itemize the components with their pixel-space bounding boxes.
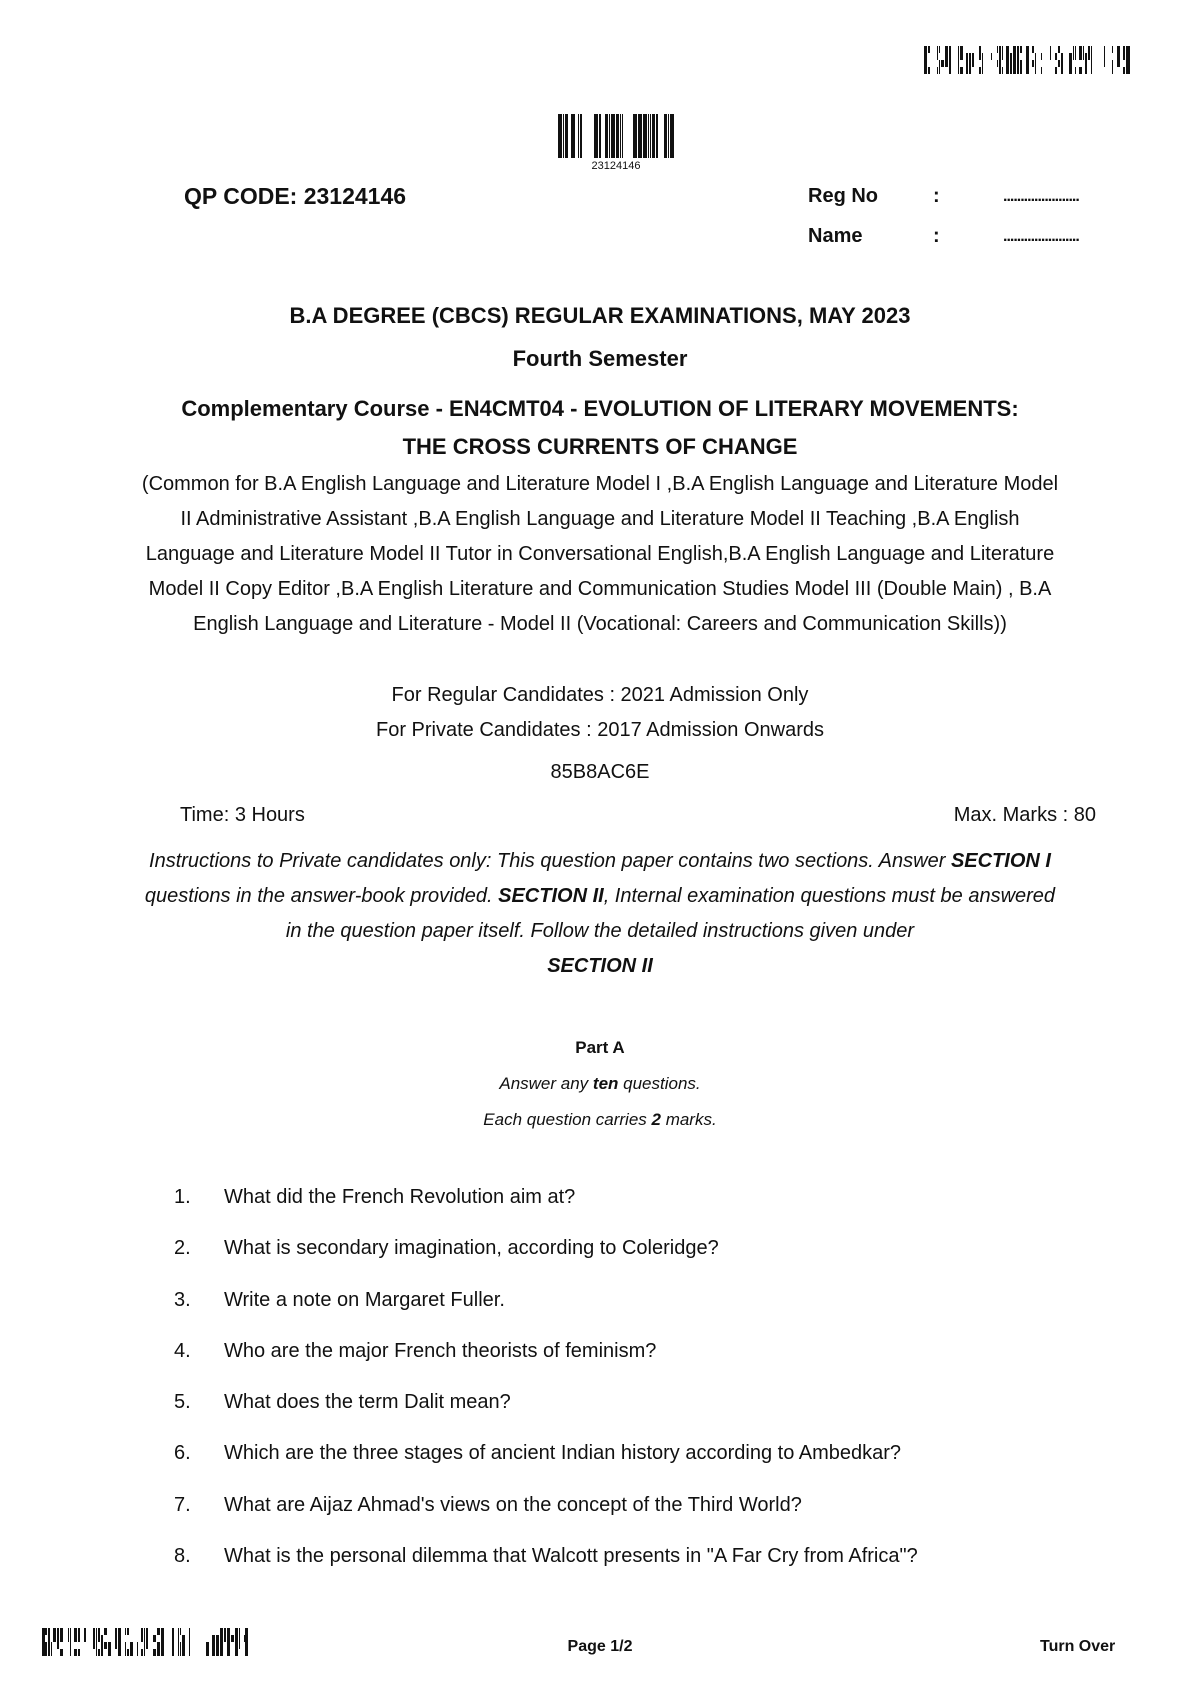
exam-title: B.A DEGREE (CBCS) REGULAR EXAMINATIONS, MAY 2023 (289, 303, 911, 328)
question-text: What does the term Dalit mean? (224, 1391, 511, 1414)
instructions (140, 844, 1060, 984)
turn-over-label: Turn Over (1040, 1638, 1116, 1655)
semester: Fourth Semester (512, 346, 688, 371)
reg-no-colon: : (933, 185, 940, 207)
question-number: 8. (174, 1545, 191, 1568)
question-item (174, 1186, 1124, 1237)
reg-no-label: Reg No (808, 185, 878, 207)
instructions-text-3: , Internal examination questions must be answered in the question paper itself. Follow the detailed instructions given under (285, 885, 1056, 942)
question-text: What are Aijaz Ahmad's views on the concept of the Third World? (224, 1493, 802, 1516)
question-item (174, 1545, 1124, 1596)
question-number: 5. (174, 1391, 191, 1414)
course-title-line2: THE CROSS CURRENTS OF CHANGE (402, 434, 798, 459)
question-text: Which are the three stages of ancient Indian history according to Ambedkar? (224, 1442, 902, 1465)
paper-code: 85B8AC6E (550, 761, 650, 783)
private-candidates: For Private Candidates : 2017 Admission Onwards (376, 719, 824, 741)
qp-code: QP CODE: 23124146 (184, 183, 407, 209)
marks-instruction (0, 1110, 1200, 1130)
question-text: Who are the major French theorists of feminism? (224, 1339, 657, 1362)
answer-instruction-count: ten (592, 1074, 619, 1093)
question-item (174, 1340, 1124, 1391)
course-title-line1: Complementary Course - EN4CMT04 - EVOLUTION OF LITERARY MOVEMENTS: (181, 396, 1019, 421)
answer-instruction (0, 1074, 1200, 1094)
page-number: Page 1/2 (567, 1638, 633, 1655)
part-a-title: Part A (575, 1038, 625, 1057)
question-text: Write a note on Margaret Fuller. (224, 1288, 505, 1311)
common-for-note: (Common for B.A English Language and Literature Model I ,B.A English Language and Literature Model II Administrative Assistant ,B.A English Language and Literature Model II Teaching ,B.A English Language and Literature Model II Tutor in Conversational English,B.A English Language and Literature Model II Copy Editor ,B.A English Literature and Communication Studies Model III (Double Main) , B.A English Language and Literature - Model II (Vocational: Careers and Communication Skills)) (141, 473, 1059, 635)
question-list (174, 1186, 1124, 1596)
instructions-section-3: SECTION II (547, 955, 653, 977)
question-item (174, 1494, 1124, 1545)
name-label: Name (808, 225, 863, 247)
question-item (174, 1391, 1124, 1442)
name-colon: : (933, 225, 940, 247)
question-number: 6. (174, 1442, 191, 1465)
barcode-number: 23124146 (591, 160, 641, 172)
answer-instruction-pre: Answer any (499, 1074, 593, 1093)
question-number: 4. (174, 1339, 191, 1362)
instructions-section-1: SECTION I (950, 850, 1051, 872)
name-field: ...................... (1003, 228, 1079, 245)
question-text: What is secondary imagination, according to Coleridge? (224, 1237, 719, 1260)
barcode-top-right (924, 46, 1130, 74)
instructions-section-2: SECTION II (498, 885, 604, 907)
question-item (174, 1237, 1124, 1288)
marks-instruction-pre: Each question carries (483, 1110, 652, 1129)
question-text: What did the French Revolution aim at? (224, 1186, 576, 1208)
question-item (174, 1442, 1124, 1493)
instructions-text-2: questions in the answer-book provided. (144, 885, 499, 907)
question-text: What is the personal dilemma that Walcott presents in "A Far Cry from Africa"? (224, 1545, 918, 1568)
time-allowed: Time: 3 Hours (180, 804, 305, 826)
marks-instruction-count: 2 (651, 1110, 661, 1129)
marks-instruction-post: marks. (660, 1110, 717, 1129)
barcode-center (558, 114, 674, 158)
reg-no-field: ...................... (1003, 188, 1079, 205)
max-marks: Max. Marks : 80 (953, 804, 1096, 826)
course-title (0, 390, 1200, 466)
instructions-text-1: Instructions to Private candidates only: This question paper contains two sections. Answer (149, 850, 951, 872)
question-number: 3. (174, 1288, 191, 1311)
question-number: 1. (174, 1186, 191, 1208)
question-item (174, 1289, 1124, 1340)
regular-candidates: For Regular Candidates : 2021 Admission Only (391, 684, 809, 706)
question-number: 2. (174, 1237, 191, 1260)
question-number: 7. (174, 1493, 191, 1516)
answer-instruction-post: questions. (618, 1074, 701, 1093)
